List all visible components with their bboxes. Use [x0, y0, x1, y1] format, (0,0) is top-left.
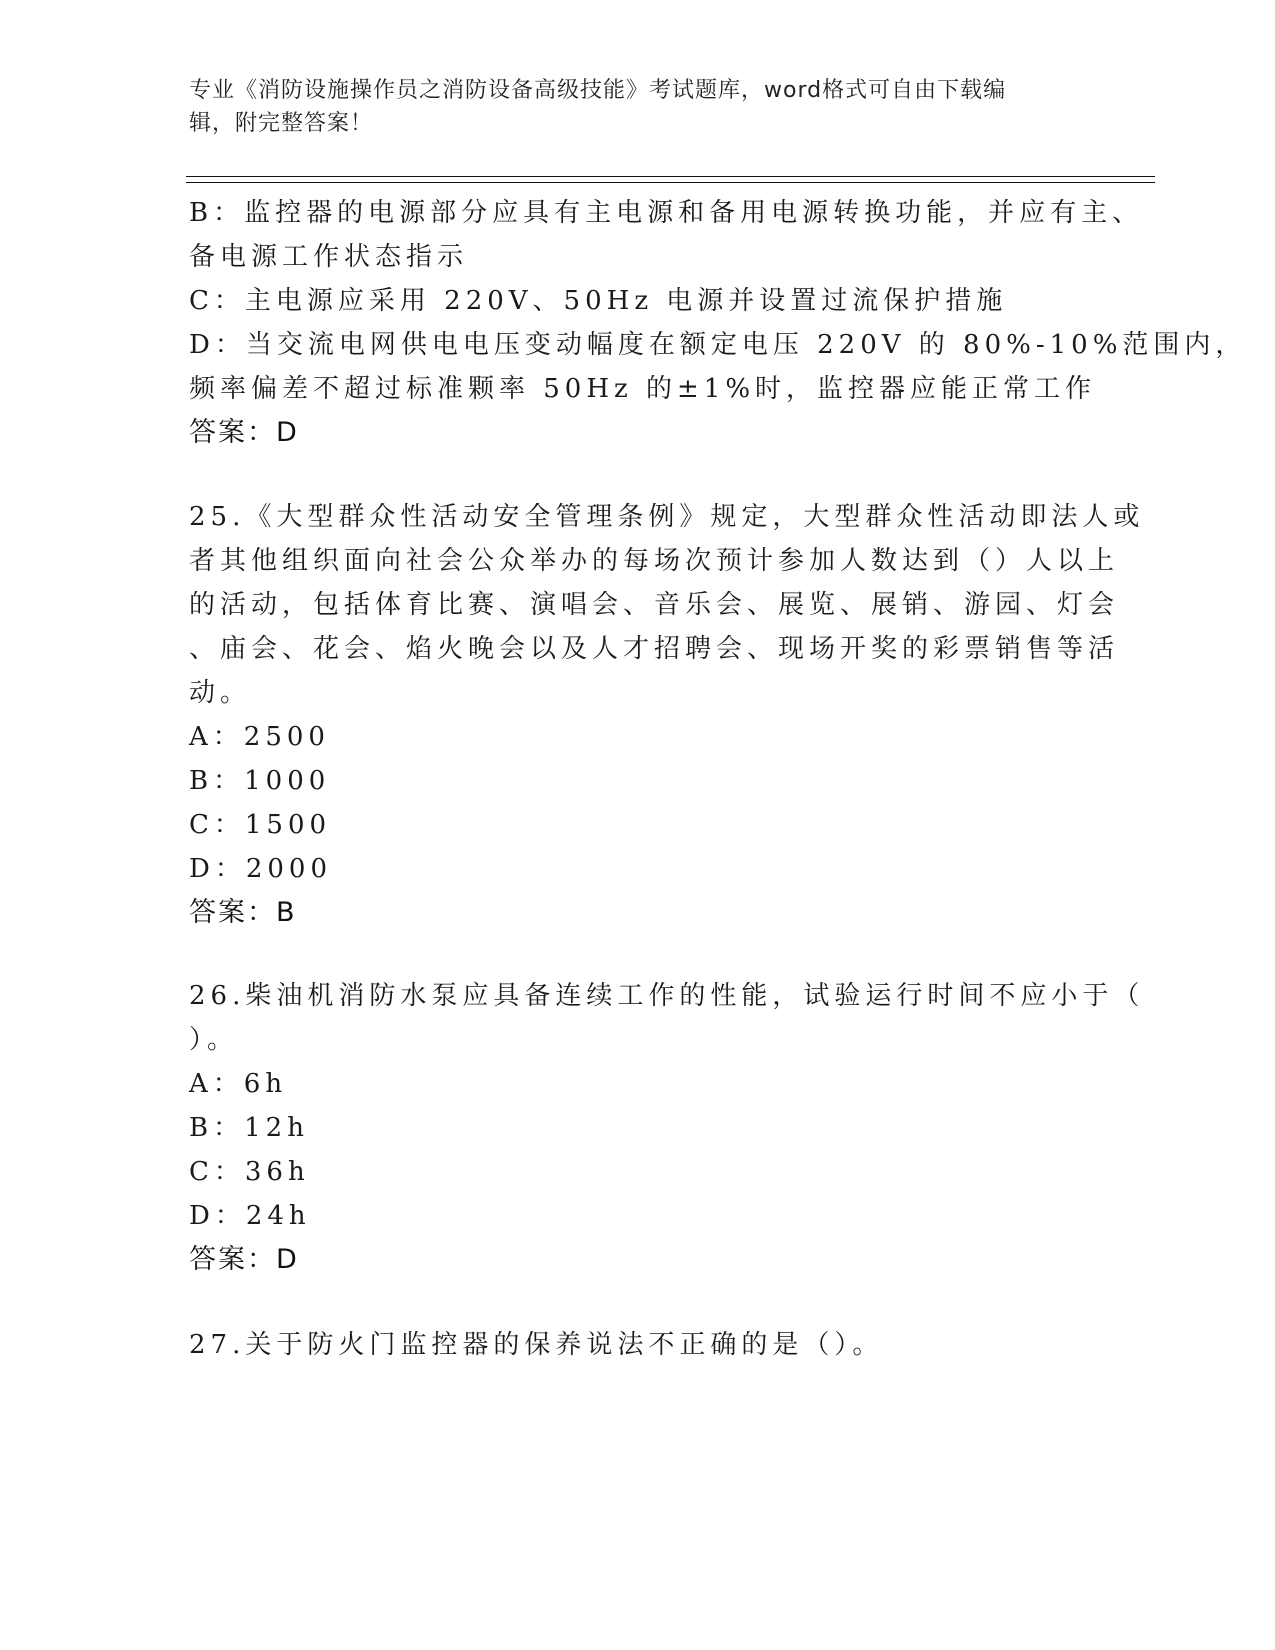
question-25-line-4: 、庙会、花会、焰火晚会以及人才招聘会、现场开奖的彩票销售等活	[189, 634, 1120, 664]
option-a: A：2500	[189, 722, 330, 752]
header-divider-top	[186, 176, 1155, 177]
option-c: C：主电源应采用 220V、50Hz 电源并设置过流保护措施	[189, 286, 1008, 316]
header-divider-bottom	[186, 182, 1155, 183]
answer-label: 答案：B	[189, 897, 297, 928]
document-header	[189, 74, 1069, 140]
option-c: C：1500	[189, 810, 332, 840]
header-line-2: 辑，附完整答案！	[189, 111, 374, 136]
header-line-1: 专业《消防设施操作员之消防设备高级技能》考试题库，word格式可自由下载编	[189, 78, 1007, 103]
option-d-line-1: D：当交流电网供电电压变动幅度在额定电压 220V 的 80%-10%范围内，	[189, 330, 1247, 360]
option-b-line-1: B：监控器的电源部分应具有主电源和备用电源转换功能，并应有主、	[189, 198, 1144, 228]
option-d-line-2: 频率偏差不超过标准颗率 50Hz 的±1%时，监控器应能正常工作	[189, 374, 1097, 404]
option-c: C：36h	[189, 1157, 310, 1187]
question-27-line-1: 27.关于防火门监控器的保养说法不正确的是（）。	[189, 1330, 884, 1360]
option-d: D：24h	[189, 1201, 311, 1231]
answer-label: 答案：D	[189, 1244, 299, 1275]
question-25-line-1: 25.《大型群众性活动安全管理条例》规定，大型群众性活动即法人或	[189, 502, 1145, 532]
option-a: A：6h	[189, 1069, 288, 1099]
answer-label: 答案：D	[189, 417, 299, 448]
option-b: B：1000	[189, 766, 331, 796]
question-25-line-3: 的活动，包括体育比赛、演唱会、音乐会、展览、展销、游园、灯会	[189, 590, 1120, 620]
option-b-line-2: 备电源工作状态指示	[189, 242, 469, 272]
question-26-line-2: ）。	[189, 1025, 239, 1055]
question-25-line-5: 动。	[189, 678, 252, 708]
question-26-line-1: 26.柴油机消防水泵应具备连续工作的性能，试验运行时间不应小于（	[189, 981, 1145, 1011]
option-d: D：2000	[189, 854, 333, 884]
question-25-line-2: 者其他组织面向社会公众举办的每场次预计参加人数达到（）人以上	[189, 546, 1120, 576]
option-b: B：12h	[189, 1113, 309, 1143]
